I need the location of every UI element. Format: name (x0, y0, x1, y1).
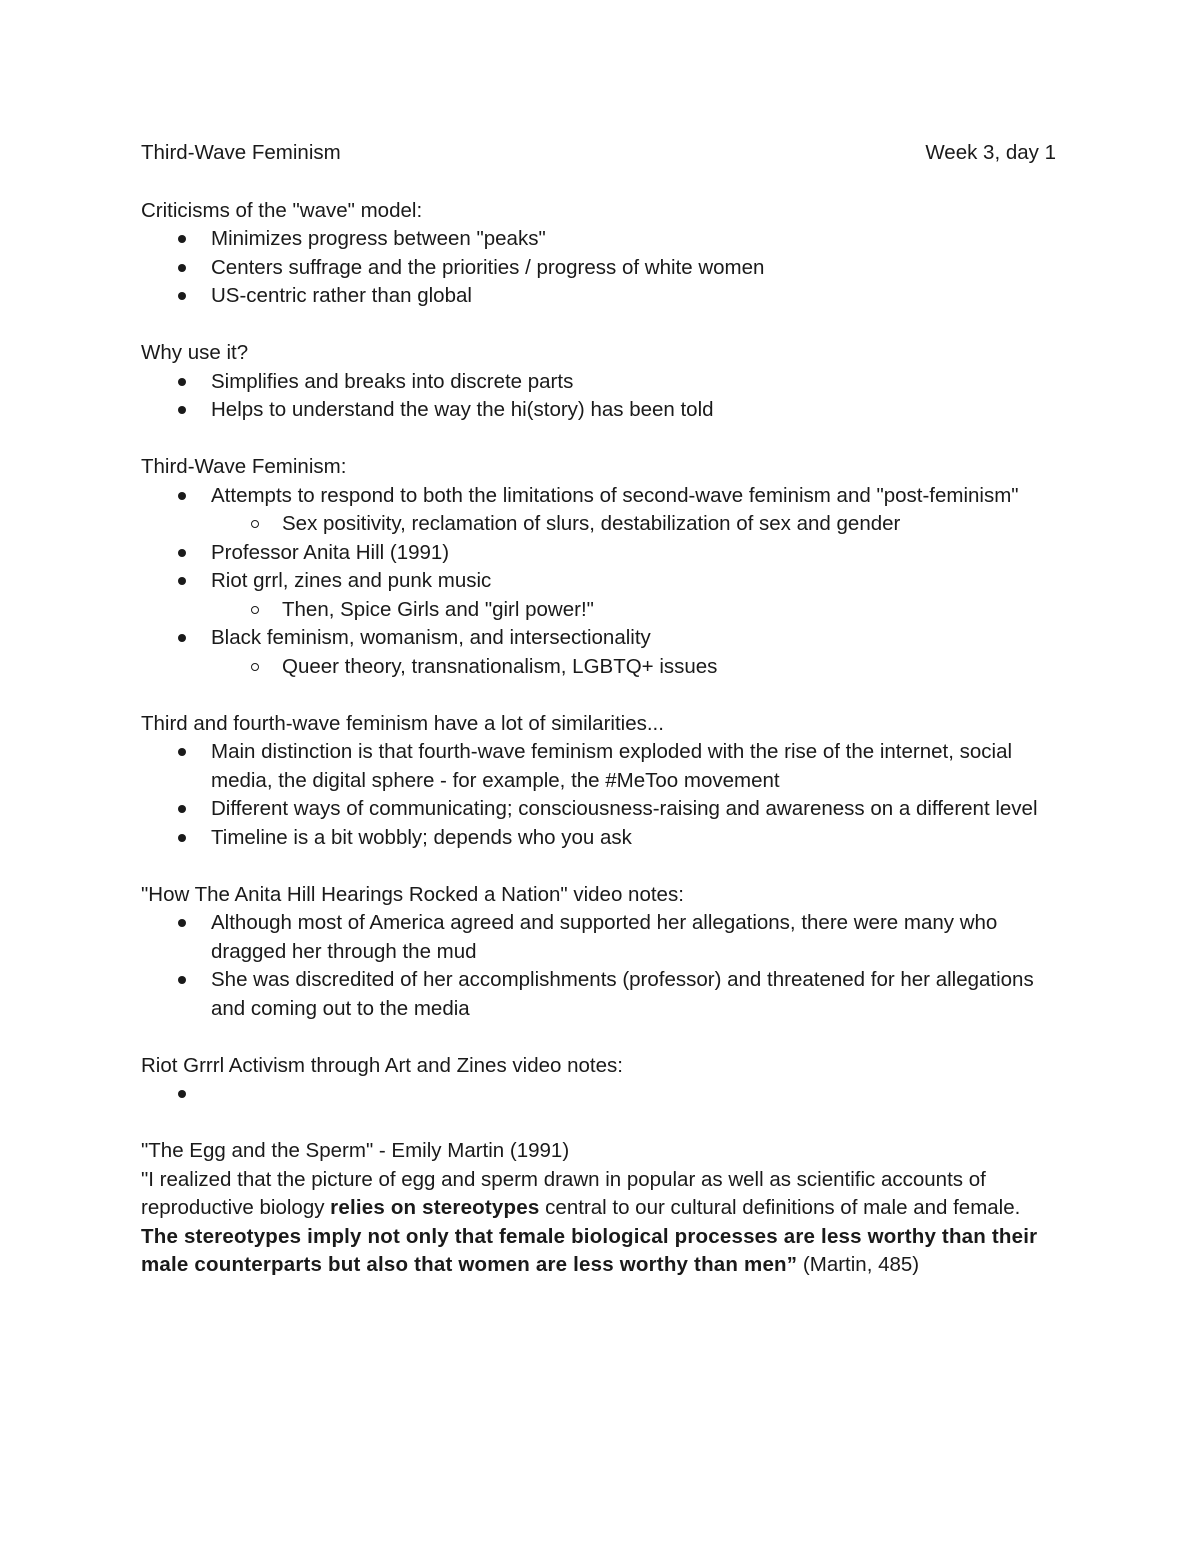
criticisms-list (141, 225, 1056, 311)
bullet-icon (178, 976, 186, 984)
third-wave-heading: Third-Wave Feminism: (141, 455, 347, 478)
sub-list-item-text: Queer theory, transnationalism, LGBTQ+ issues (282, 654, 718, 678)
list-item-text: Riot grrl, zines and punk music (211, 569, 492, 592)
list-item (141, 738, 1056, 795)
bullet-icon (178, 1090, 186, 1098)
sub-list-item-text: Sex positivity, reclamation of slurs, destabilization of sex and gender (282, 512, 901, 535)
bullet-icon (178, 634, 186, 642)
list-item-text: Although most of America agreed and supported her allegations, there were many who dragged her through the mud (211, 911, 998, 963)
egg-sperm-quote (141, 1166, 1056, 1280)
document-title: Third-Wave Feminism (141, 141, 341, 164)
list-item (141, 396, 1056, 425)
bullet-icon (178, 378, 186, 386)
bullet-icon (178, 834, 186, 842)
sub-list-item (141, 510, 1056, 539)
sub-list (141, 510, 1056, 539)
bullet-icon (178, 235, 186, 243)
list-item-text: Different ways of communicating; consciousness-raising and awareness on a different level (211, 797, 1038, 820)
sub-list-item-text: Then, Spice Girls and "girl power!" (282, 597, 594, 621)
document-page (141, 138, 1056, 1280)
fourth-wave-list (141, 738, 1056, 852)
quote-text: "I realized that the picture of egg and sperm drawn in popular as well as scientific accounts of reproductive biology (141, 1167, 986, 1219)
third-wave-list (141, 482, 1056, 682)
list-item (141, 282, 1056, 311)
why-heading: Why use it? (141, 341, 249, 364)
bullet-icon (178, 577, 186, 585)
document-date: Week 3, day 1 (925, 141, 1056, 164)
fourth-wave-heading: Third and fourth-wave feminism have a lot of similarities... (141, 711, 664, 735)
sub-list-item (141, 653, 1056, 682)
hollow-bullet-icon (251, 606, 259, 614)
list-item-text: Attempts to respond to both the limitations of second-wave feminism and "post-feminism" (211, 483, 1019, 507)
list-item-text: Centers suffrage and the priorities / progress of white women (211, 255, 765, 279)
criticisms-heading: Criticisms of the "wave" model: (141, 198, 423, 222)
bullet-icon (178, 919, 186, 927)
list-item (141, 539, 1056, 568)
list-item-text: US-centric rather than global (211, 284, 472, 307)
list-item-text: Professor Anita Hill (1991) (211, 540, 450, 564)
egg-sperm-heading: "The Egg and the Sperm" - Emily Martin (1991) (141, 1139, 570, 1162)
why-list (141, 368, 1056, 425)
hollow-bullet-icon (251, 520, 259, 528)
list-item (141, 254, 1056, 283)
list-item (141, 795, 1056, 824)
anita-hill-heading: "How The Anita Hill Hearings Rocked a Nation" video notes: (141, 882, 684, 906)
list-item (141, 966, 1056, 1023)
list-item-text: She was discredited of her accomplishments (professor) and threatened for her allegations and coming out to the media (211, 968, 1034, 1020)
bullet-icon (178, 406, 186, 414)
bullet-icon (178, 492, 186, 500)
bullet-icon (178, 549, 186, 557)
sub-list-item (141, 596, 1056, 625)
bullet-icon (178, 292, 186, 300)
list-item-text: Simplifies and breaks into discrete parts (211, 369, 574, 393)
quote-citation: (Martin, 485) (797, 1253, 920, 1276)
anita-hill-list (141, 909, 1056, 1023)
quote-text: central to our cultural definitions of male and female. (539, 1196, 1021, 1219)
bullet-icon (178, 264, 186, 272)
bullet-icon (178, 748, 186, 756)
list-item (141, 482, 1056, 539)
riot-grrrl-list (141, 1080, 1056, 1109)
list-item-text: Black feminism, womanism, and intersectionality (211, 626, 651, 649)
list-item-text: Helps to understand the way the hi(story) has been told (211, 398, 714, 421)
list-item (141, 225, 1056, 254)
list-item (141, 624, 1056, 681)
quote-emphasis: The stereotypes imply not only that female biological processes are less worthy than their male counterparts but also that women are less worthy than men” (141, 1224, 1038, 1276)
list-item-text: Timeline is a bit wobbly; depends who you ask (211, 825, 632, 849)
list-item (141, 368, 1056, 397)
quote-emphasis: relies on stereotypes (330, 1196, 540, 1219)
sub-list (141, 653, 1056, 682)
list-item (141, 824, 1056, 853)
list-item (141, 1080, 1056, 1109)
hollow-bullet-icon (251, 663, 259, 671)
bullet-icon (178, 805, 186, 813)
riot-grrrl-heading: Riot Grrrl Activism through Art and Zines video notes: (141, 1053, 623, 1077)
sub-list (141, 596, 1056, 625)
list-item-text: Minimizes progress between "peaks" (211, 227, 546, 250)
list-item (141, 909, 1056, 966)
document-header (141, 138, 1056, 168)
list-item-text: Main distinction is that fourth-wave feminism exploded with the rise of the internet, social media, the digital sphere - for example, the #MeToo movement (211, 740, 1013, 792)
list-item (141, 567, 1056, 624)
